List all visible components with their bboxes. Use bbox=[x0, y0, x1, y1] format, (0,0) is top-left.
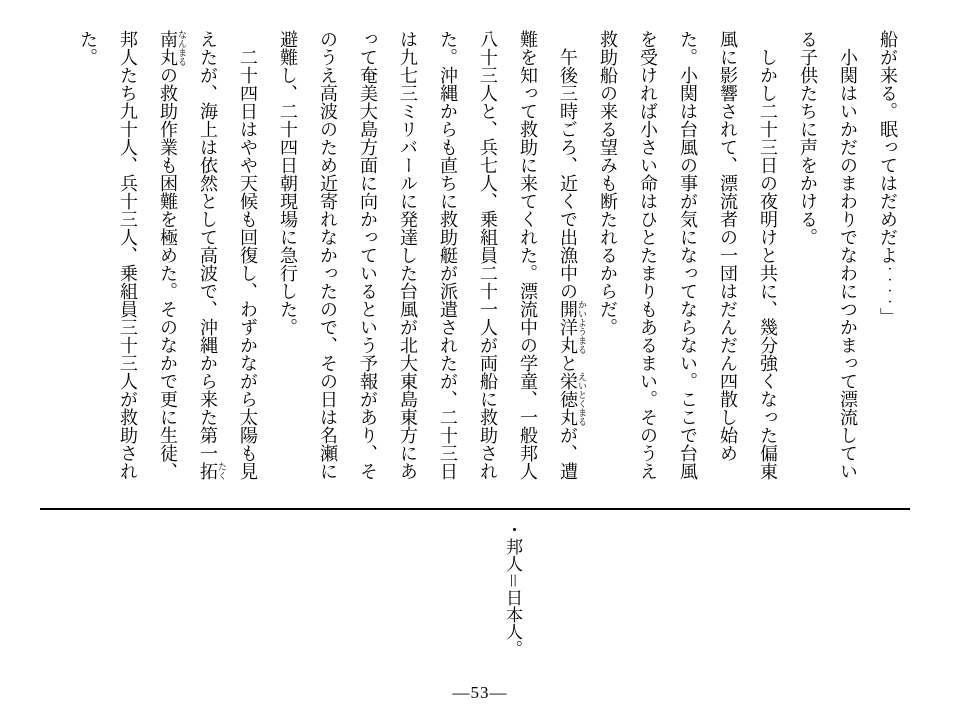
ruby-annotated-text: 栄徳丸 えいとくまる bbox=[558, 372, 587, 426]
paragraph: 船が来る。眠ってはだめだよ・・・・」 bbox=[878, 30, 898, 326]
paragraph: 二十四日はやや天候も回復し、わずかながら太陽も見えたが、海上は依然として高波で、沖縄から来た第一拓 たく南丸 なんまるの救助作業も困難を極めた。そのなかで更に生徒、邦人たち九十人、兵十三人、乗組員三十三人が救助された。 bbox=[78, 30, 258, 480]
furigana: たく bbox=[217, 462, 227, 480]
page-number: ―53― bbox=[452, 683, 508, 702]
furigana: かいようまる bbox=[577, 300, 587, 354]
ruby-annotated-text: 開洋丸 かいようまる bbox=[558, 300, 587, 354]
ruby-annotated-text: 南丸 なんまる bbox=[158, 30, 187, 66]
paragraph: 午後三時ごろ、近くで出漁中の開洋丸 かいようまると栄徳丸 えいとくまるが、遭難を知って救助に来てくれた。漂流中の学童、一般邦人八十三人と、兵七人、乗組員二十一人が両船に救助された。沖縄からも直ちに救助艇が派遣されたが、二十三日は九七三ミリバールに発達した台風が北大東島東方にあって奄美大島方面に向かっているという予報があり、そのうえ高波のため近寄れなかったので、その日は名瀬に避難し、二十四日朝現場に急行した。 bbox=[278, 30, 587, 480]
paragraph: 小関はいかだのまわりでなわにつかまって漂流している子供たちに声をかける。 bbox=[798, 30, 858, 480]
paragraph: しかし二十三日の夜明けと共に、幾分強くなった偏東風に影響されて、漂流者の一団はだんだん四散し始めた。小関は台風の事が気になってならない。ここで台風を受ければ小さい命はひとたまりもあるまい。そのうえ救助船の来る望みも断たれるからだ。 bbox=[598, 30, 778, 480]
footnote-divider bbox=[40, 508, 910, 510]
document-body bbox=[56, 30, 908, 485]
ruby-annotated-text: 拓 たく bbox=[198, 462, 227, 480]
ellipsis-dots: ・・・・ bbox=[883, 264, 894, 308]
footnote: ・邦人＝日本人。 bbox=[503, 521, 522, 657]
furigana: えいとくまる bbox=[577, 372, 587, 426]
furigana: なんまる bbox=[177, 30, 187, 66]
